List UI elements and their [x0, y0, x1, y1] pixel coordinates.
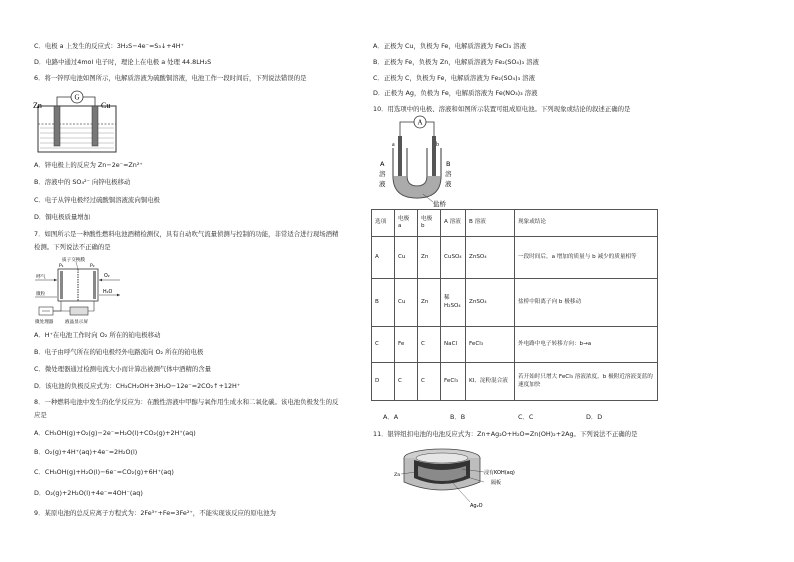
q8-option-b: B．O₂(g)+4H⁺(aq)+4e⁻=2H₂O(l) [34, 448, 138, 456]
table-cell: 稀 H₂SO₄ [441, 279, 466, 327]
q10-b-sol-3: 液 [445, 180, 452, 188]
q7-option-b: B．电子由呼气所在的铂电极经外电路流向 O₂ 所在的铂电极 [34, 348, 204, 356]
q10-results-table [371, 209, 658, 401]
q7-option-c: C．微处理器通过检测电流大小而计算出被测气体中酒精的含量 [34, 365, 212, 373]
table-cell: ZnSO₄ [466, 237, 515, 279]
q6-stem: 6．将一锌厚电池如图所示，电解质溶液为硫酸铜溶液，电池工作一段时间后，下列说法错误的是 [34, 74, 307, 82]
table-cell: Cu [395, 237, 418, 279]
table-cell: 盐桥中阳离子向 b 极移动 [515, 279, 658, 327]
q10-b-sol-1: B [446, 160, 451, 168]
table-cell: CuSO₄ [441, 237, 466, 279]
q10-b-sol-2: 溶 [445, 170, 452, 178]
q6-cu-label: Cu [101, 101, 111, 110]
table-cell: FeCl₃ [441, 363, 466, 401]
table-cell: 外电路中电子转移方向：b→a [515, 327, 658, 363]
table-cell: KI、淀粉混合液 [466, 363, 515, 401]
q8-option-d: D．O₂(g)+2H₂O(l)+4e⁻=4OH⁻(aq) [34, 489, 143, 497]
q6-cell-diagram [30, 88, 130, 156]
q7-slide-label: 微粒 [36, 292, 46, 297]
q10-option-c: C．C [518, 413, 534, 421]
q9-stem: 9．某原电池的总反应离子方程式为：2Fe³⁺+Fe=3Fe²⁺，不能实现该反应的原电池为 [34, 509, 276, 517]
q11-ag2o-label: Ag₂O [470, 503, 483, 509]
q11-koh-label: 浸有KOH(aq) [484, 470, 515, 476]
q5-option-c: C．电极 a 上发生的反应式：3H₂S−4e⁻=S₃↓+4H⁺ [34, 42, 184, 50]
table-header-cell: B 溶液 [466, 210, 515, 237]
table-cell: 一段时间后，a 增加的质量与 b 减少的质量相等 [515, 237, 658, 279]
table-header-cell: 电极 b [418, 210, 441, 237]
q10-option-a: A．A [383, 413, 399, 421]
q7-breathalyzer-diagram [32, 255, 124, 325]
table-cell: Zn [418, 279, 441, 327]
q11-button-cell-diagram [392, 444, 532, 510]
table-cell: Fe [395, 327, 418, 363]
table-row [372, 327, 658, 363]
q8-stem-line1: 8．一种燃料电池中发生的化学反应为：在酸性溶液中甲醇与氧作用生成水和二氧化碳。该电池负极发生的反 [34, 398, 339, 406]
q10-stem: 10．用选项中的电极、溶液和如图所示装置可组成原电池。下列现象或结论的叙述正确的是 [373, 105, 631, 113]
q6-option-a: A．锌电极上的反应为 Zn−2e⁻=Zn²⁺ [34, 161, 143, 169]
q7-option-a: A．H⁺在电池工作时向 O₂ 所在的铂电极移动 [34, 331, 161, 339]
q7-o2-label: O₂ [104, 274, 110, 279]
q10-a-sol-2: 溶 [379, 170, 386, 178]
q10-option-d: D．D [586, 413, 603, 421]
q6-zn-label: Zn [33, 101, 42, 110]
q7-option-d: D．该电池的负极反应式为：CH₃CH₂OH+3H₂O−12e⁻=2CO₂↑+12H⁺ [34, 382, 241, 390]
table-cell: 若开始时只增大 FeCl₃ 溶液浓度，b 极附近溶液变蓝的速度加快 [515, 363, 658, 401]
q10-option-b: B．B [450, 413, 466, 421]
q6-option-c: C．电子从锌电极经过硫酸铜溶液流向铜电极 [34, 196, 160, 204]
q10-a-sol-1: A [380, 160, 385, 168]
q7-p2-label: P₂ [90, 264, 95, 269]
table-cell: C [395, 363, 418, 401]
table-cell: Zn [418, 237, 441, 279]
table-header-cell: 现象或结论 [515, 210, 658, 237]
q11-zn-label: Zn [394, 472, 401, 478]
q8-stem-line2: 应是 [34, 411, 47, 419]
q10-electrode-b-label: b [436, 142, 439, 148]
table-cell: ZnSO₄ [466, 279, 515, 327]
table-cell: B [372, 279, 395, 327]
q7-h2o-label: H₂O [103, 290, 113, 295]
q7-microprocessor-label: 微处理器 [35, 320, 54, 325]
q11-stem: 11．银锌纽扣电池的电池反应式为：Zn+Ag₂O+H₂O=Zn(OH)₂+2Ag。下列说法不正确的是 [373, 430, 638, 438]
table-header-cell: 电极 a [395, 210, 418, 237]
q7-membrane-label: 质子交换膜 [62, 258, 85, 263]
table-cell: NaCl [441, 327, 466, 363]
table-cell: A [372, 237, 395, 279]
table-cell: FeCl₃ [466, 327, 515, 363]
table-cell: C [418, 327, 441, 363]
table-cell: D [372, 363, 395, 401]
q6-option-b: B．溶液中的 SO₄²⁻ 向锌电极移动 [34, 178, 131, 186]
table-header-cell: 选项 [372, 210, 395, 237]
q7-stem-line1: 7．如图所示是一种酸性燃料电池酒精检测仪，具有自动吹气流量侦测与控制的功能，非常适合进行现场酒精 [34, 230, 339, 238]
table-cell: Cu [395, 279, 418, 327]
q8-option-a: A．CH₃OH(g)+O₂(g)−2e⁻=H₂O(l)+CO₂(g)+2H⁺(aq) [34, 429, 196, 437]
q5-option-d: D．电路中通过4mol 电子时，理论上在电极 a 处理 44.8LH₂S [34, 58, 212, 66]
q9-option-c: C．正极为 C，负极为 Fe，电解质溶液为 Fe₂(SO₄)₃ 溶液 [373, 74, 535, 82]
table-cell: C [372, 327, 395, 363]
q10-ammeter-label: A [417, 118, 423, 127]
q8-option-c: C．CH₃OH(g)+H₂O(l)−6e⁻=CO₂(g)+6H⁺(aq) [34, 468, 174, 476]
table-header-row [372, 210, 658, 237]
q9-option-b: B．正极为 Fe，负极为 Zn，电解质溶液为 Fe₂(SO₄)₃ 溶液 [373, 58, 539, 66]
q10-electrode-a-label: a [392, 142, 395, 148]
q10-salt-bridge-label: 盐桥 [433, 200, 446, 208]
q7-exhale-label: 呼气 [36, 275, 46, 280]
q11-separator-label: 隔板 [491, 480, 502, 486]
q10-a-sol-3: 液 [379, 180, 386, 188]
q7-p1-label: P₁ [59, 264, 64, 269]
table-row [372, 363, 658, 401]
q7-stem-line2: 检测。下列说法不正确的是 [34, 243, 111, 251]
q10-cell-diagram [375, 114, 471, 208]
q7-display-label: 液晶显示屏 [65, 320, 88, 325]
q6-galvanometer-label: G [74, 93, 80, 102]
table-cell: C [418, 363, 441, 401]
q9-option-a: A．正极为 Cu，负极为 Fe，电解质溶液为 FeCl₃ 溶液 [373, 42, 526, 50]
table-header-cell: A 溶液 [441, 210, 466, 237]
q6-option-d: D．铜电极质量增加 [34, 213, 91, 221]
table-row [372, 237, 658, 279]
table-row [372, 279, 658, 327]
q9-option-d: D．正极为 Ag，负极为 Fe，电解质溶液为 Fe(NO₃)₃ 溶液 [373, 89, 538, 97]
